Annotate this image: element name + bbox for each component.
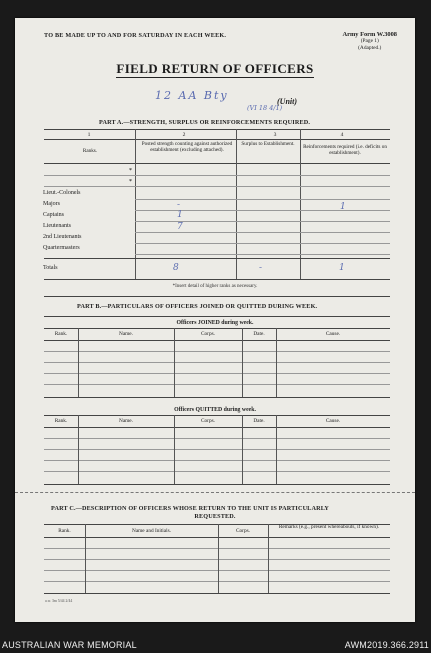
posted-majors: - xyxy=(177,200,181,210)
rank-label: Majors xyxy=(43,201,60,207)
row-rule xyxy=(135,199,390,200)
joined-title: Officers JOINED during week. xyxy=(176,320,254,326)
quitted-row-rule xyxy=(44,460,390,461)
quitted-header-rule xyxy=(44,427,390,428)
quitted-col-cause: Cause. xyxy=(325,418,341,424)
joined-row-rule xyxy=(44,351,390,352)
joined-col-name: Name. xyxy=(119,331,133,337)
row-rule xyxy=(135,210,390,211)
col-number-3: 3 xyxy=(273,132,277,138)
joined-col-date: Date. xyxy=(253,331,265,337)
unit-handwritten-ref: (VI 18 4/1) xyxy=(247,104,283,112)
caption-accession-number: AWM2019.366.2911 xyxy=(344,640,429,650)
part-c-col-rank: Rank. xyxy=(58,528,71,534)
col-header-surplus: Surplus to Establishment. xyxy=(241,141,295,147)
part-c-col-name: Name and Initials. xyxy=(132,528,171,534)
col-number-2: 2 xyxy=(182,132,186,138)
quitted-col-rank: Rank. xyxy=(54,418,68,424)
part-c-col-corps: Corps. xyxy=(236,528,250,534)
joined-header-rule xyxy=(44,340,390,341)
part-c-heading-line1: PART C.—DESCRIPTION OF OFFICERS WHOSE RETURN TO THE UNIT IS PARTICULARLY xyxy=(51,505,330,512)
part-c-header-rule xyxy=(44,537,390,538)
part-c-col-divider xyxy=(268,524,269,593)
part-a-header-rule xyxy=(44,163,390,164)
row-rule xyxy=(135,232,390,233)
totals-posted: 8 xyxy=(173,263,179,273)
row-rule xyxy=(44,186,390,187)
part-c-col-divider xyxy=(85,524,86,593)
totals-top-rule xyxy=(44,258,390,259)
quitted-col-divider xyxy=(276,415,277,484)
rank-label: Lieut.-Colonels xyxy=(43,190,81,196)
col-number-1: 1 xyxy=(87,132,91,138)
part-a-note: *Insert detail of higher ranks as necessary. xyxy=(172,284,258,289)
row-rule xyxy=(135,243,390,244)
joined-bottom-rule xyxy=(44,397,390,398)
col-header-reinforcements: Reinforcements required (i.e. deficits on establishment). xyxy=(303,144,387,156)
rank-label: Captains xyxy=(43,212,64,218)
quitted-col-divider xyxy=(78,415,79,484)
part-a-bottom-rule xyxy=(44,296,390,297)
joined-title-rule xyxy=(44,328,390,329)
joined-col-rank: Rank. xyxy=(54,331,68,337)
col-number-4: 4 xyxy=(340,132,344,138)
unit-label: (Unit) xyxy=(277,97,297,106)
totals-surplus: - xyxy=(259,263,263,273)
joined-col-divider xyxy=(242,328,243,397)
quitted-row-rule xyxy=(44,449,390,450)
totals-label: Totals xyxy=(43,265,58,271)
part-c-heading-line2: REQUESTED. xyxy=(194,513,236,520)
form-number: Army Form W.3008 xyxy=(342,31,397,38)
col-header-posted: Posted strength counting against authorized establishment (excluding attached). xyxy=(141,141,233,153)
reinforcements-majors: 1 xyxy=(340,202,346,212)
form-page: (Page 1) xyxy=(360,38,379,45)
form-number-block xyxy=(343,31,398,53)
quitted-title-rule xyxy=(44,415,390,416)
part-c-row-rule xyxy=(44,570,390,571)
joined-col-divider xyxy=(276,328,277,397)
part-c-bottom-rule xyxy=(44,593,390,594)
quitted-row-rule xyxy=(44,438,390,439)
quitted-col-corps: Corps. xyxy=(201,418,215,424)
totals-reinforcements: 1 xyxy=(339,263,345,273)
form-print-code: a.w. 3m 5/44 2/44 xyxy=(45,599,73,603)
quitted-row-rule xyxy=(44,471,390,472)
row-rule xyxy=(135,221,390,222)
quitted-col-divider xyxy=(242,415,243,484)
form-adapted: (Adapted.) xyxy=(358,45,382,52)
quitted-title: Officers QUITTED during week. xyxy=(174,407,256,413)
col-header-ranks: Ranks. xyxy=(82,148,98,154)
part-a-top-rule xyxy=(44,129,390,130)
rank-label: Quartermasters xyxy=(43,245,80,251)
row-rule xyxy=(135,254,390,255)
joined-row-rule xyxy=(44,373,390,374)
rank-label: 2nd Lieutenants xyxy=(43,234,82,240)
joined-row-rule xyxy=(44,384,390,385)
part-c-row-rule xyxy=(44,559,390,560)
quitted-col-date: Date. xyxy=(253,418,265,424)
part-c-col-divider xyxy=(218,524,219,593)
part-c-row-rule xyxy=(44,548,390,549)
joined-col-cause: Cause. xyxy=(325,331,341,337)
form-title: FIELD RETURN OF OFFICERS xyxy=(116,61,314,76)
part-c-col-remarks: Remarks (e.g., present whereabouts, if known). xyxy=(278,524,380,530)
form-sheet xyxy=(15,18,415,622)
rank-label: Lieutenants xyxy=(43,223,71,229)
part-a-number-rule xyxy=(44,139,390,140)
unit-handwritten: 12 AA Bty xyxy=(155,89,229,102)
header-instruction: TO BE MADE UP TO AND FOR SATURDAY IN EACH WEEK. xyxy=(44,32,227,39)
joined-col-divider xyxy=(78,328,79,397)
joined-row-rule xyxy=(44,362,390,363)
posted-lieutenants: 7 xyxy=(177,222,183,232)
posted-captains: 1 xyxy=(177,210,183,220)
perforation-line xyxy=(15,492,415,493)
asterisk-1: * xyxy=(129,168,132,174)
quitted-col-divider xyxy=(174,415,175,484)
joined-col-divider xyxy=(174,328,175,397)
part-b-heading: PART B.—PARTICULARS OF OFFICERS JOINED OR QUITTED DURING WEEK. xyxy=(77,303,318,310)
asterisk-2: * xyxy=(129,179,132,185)
quitted-col-name: Name. xyxy=(119,418,133,424)
part-a-heading: PART A.—STRENGTH, SURPLUS OR REINFORCEMENTS REQUIRED. xyxy=(99,119,311,126)
part-b-top-rule xyxy=(44,316,390,317)
joined-col-corps: Corps. xyxy=(201,331,215,337)
totals-bottom-rule xyxy=(44,279,390,280)
part-c-row-rule xyxy=(44,581,390,582)
caption-institution: AUSTRALIAN WAR MEMORIAL xyxy=(2,640,137,650)
row-rule xyxy=(44,175,390,176)
quitted-bottom-rule xyxy=(44,484,390,485)
